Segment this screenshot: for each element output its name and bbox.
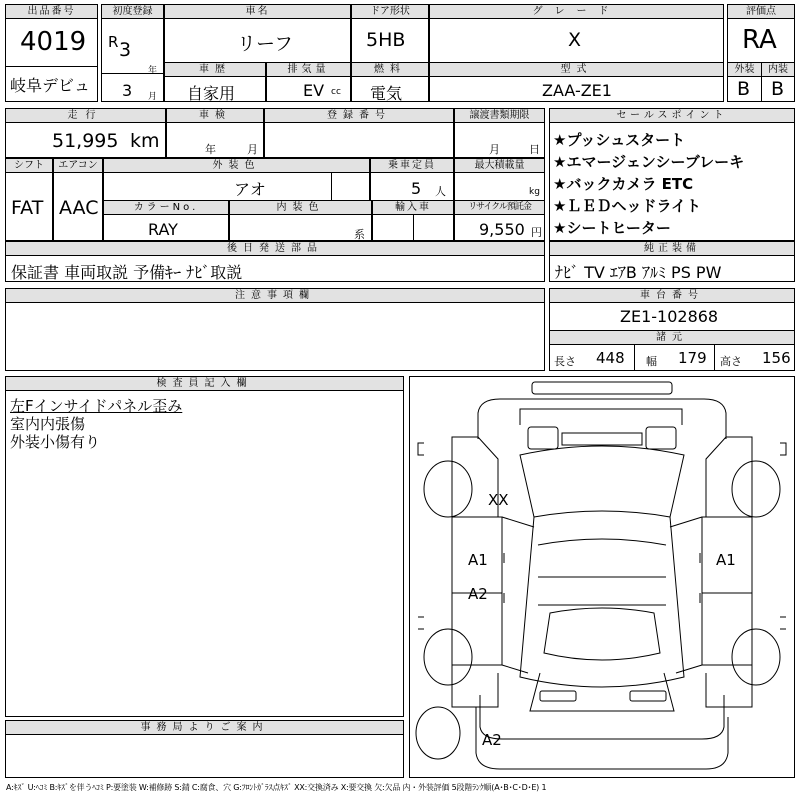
grade-header: グレード	[430, 5, 723, 19]
lot-number: 4019	[20, 27, 87, 57]
height: 156	[762, 349, 791, 367]
model-box	[429, 62, 724, 102]
displacement-box	[266, 62, 351, 102]
car-name: リーフ	[237, 33, 294, 55]
score-header: 評価点	[728, 5, 794, 19]
mileage: 51,995	[52, 130, 119, 152]
genuine-equipment-box	[549, 241, 795, 282]
inspection-year-unit: 年	[205, 143, 216, 156]
yen-unit: 円	[531, 226, 542, 239]
rear-bumper-lower	[476, 707, 728, 769]
exterior-color-header: 外装色	[104, 159, 369, 173]
displacement: EV	[303, 81, 325, 100]
sales-point-item: ★シートヒーター	[553, 219, 671, 237]
transfer-month-unit: 月	[489, 143, 500, 156]
later-parts-box	[5, 241, 545, 282]
color-number-header: カラーNo.	[104, 201, 228, 215]
damage-mark-a2-rear: A2	[482, 731, 502, 749]
genuine-equipment-header: 純正装備	[550, 242, 794, 256]
sales-point-item: ★ＬＥＤヘッドライト	[553, 197, 701, 215]
import-box	[372, 200, 454, 241]
exterior-header: 外装	[728, 63, 761, 77]
aircon-box	[53, 158, 103, 241]
chassis-header: 車台番号	[550, 289, 794, 303]
damage-legend: A:ｷｽﾞ U:ﾍｺﾐ B:ｷｽﾞを伴うﾍｺﾐ P:要塗装 W:補修跡 S:錆 C:腐食、穴 G:ﾌﾛﾝﾄｶﾞﾗｽ点ｷｽﾞ XX:交換済み X:要交換 欠:欠品 内・外装評価 5段階ﾗﾝｸ順(A･B･C･D･E) 1	[6, 783, 547, 792]
reg-number-header: 登録番号	[265, 109, 453, 123]
max-load-header: 最大積載量	[455, 159, 544, 173]
interior-color-box	[229, 200, 372, 241]
recycle-header: リサイクル預託金	[455, 201, 544, 215]
inspector-box	[5, 376, 404, 717]
width-label: 幅	[646, 355, 657, 368]
sales-points-box	[549, 108, 795, 241]
registration-year: 3	[119, 39, 132, 61]
notes-box	[5, 288, 545, 371]
damage-mark-a1-right: A1	[716, 551, 736, 569]
import-header: 輸入車	[373, 201, 453, 215]
rear-bumper	[540, 691, 576, 701]
color-series-unit: 系	[354, 228, 365, 241]
length-label: 長さ	[554, 355, 576, 368]
max-load-box	[454, 158, 545, 201]
year-unit: 年	[148, 66, 158, 76]
office-notice-header: 事務局よりご案内	[6, 721, 403, 735]
color-number-box	[103, 200, 229, 241]
inspector-note: 左Fインサイドパネル歪み	[10, 397, 183, 415]
exterior-color-box	[103, 158, 370, 201]
inspector-note: 室内内張傷	[10, 415, 86, 433]
seating-capacity: 5	[411, 179, 422, 198]
notes-header: 注意事項欄	[6, 289, 544, 303]
shift-box	[5, 158, 53, 241]
height-label: 高さ	[720, 355, 742, 368]
lot-number-box	[5, 4, 98, 67]
damage-mark-a2-left: A2	[468, 585, 488, 603]
km-unit: km	[130, 130, 160, 152]
interior-score: B	[771, 78, 785, 100]
chassis-box	[549, 288, 795, 371]
sales-point-item: ★プッシュスタート	[553, 131, 686, 149]
door-type: 5HB	[366, 29, 406, 51]
person-unit: 人	[435, 185, 446, 198]
interior-color-header: 内装色	[230, 201, 371, 215]
interior-score-box	[761, 62, 795, 102]
first-registration-box	[101, 4, 164, 102]
score-box	[727, 4, 795, 63]
shift-header: シフト	[6, 159, 52, 173]
damage-mark-xx: XX	[488, 491, 509, 509]
color-number: RAY	[148, 220, 178, 239]
reg-number-box	[264, 108, 454, 158]
grade: X	[568, 29, 582, 51]
front-right-wheel	[732, 461, 780, 517]
model-header: 型式	[430, 63, 723, 77]
exterior-color: アオ	[234, 180, 266, 199]
fuel-box	[351, 62, 429, 102]
exterior-score: B	[737, 78, 751, 100]
inspector-header: 検査員記入欄	[6, 377, 403, 391]
capacity-box	[370, 158, 454, 201]
history-header: 車歴	[165, 63, 265, 77]
dimensions-header: 諸元	[550, 330, 794, 345]
recycle-deposit: 9,550	[479, 220, 525, 239]
exterior-score-box	[727, 62, 762, 102]
later-parts-header: 後日発送部品	[6, 242, 544, 256]
door-type-header: ドア形状	[352, 5, 428, 19]
damage-mark-a1-left: A1	[468, 551, 488, 569]
mileage-header: 走行	[6, 109, 165, 123]
car-damage-diagram	[409, 376, 795, 778]
rear-window	[544, 608, 660, 660]
later-parts: 保証書 車両取説 予備ｷｰ ﾅﾋﾞ取説	[11, 263, 243, 282]
recycle-box	[454, 200, 545, 241]
capacity-header: 乗車定員	[371, 159, 453, 173]
inspection-box	[166, 108, 264, 158]
lot-number-header: 出品番号	[6, 5, 97, 19]
aircon-header: エアコン	[54, 159, 102, 173]
front-left-wheel	[424, 461, 472, 517]
era-letter: R	[108, 33, 119, 51]
venue-name: 岐阜デビュ	[10, 76, 91, 95]
fuel-header: 燃料	[352, 63, 428, 77]
inspection-header: 車検	[167, 109, 263, 123]
rear-right-wheel	[732, 629, 780, 685]
office-notice-box	[5, 720, 404, 778]
shift-type: FAT	[11, 197, 44, 219]
inspection-month-unit: 月	[247, 143, 258, 156]
left-rear-door	[452, 593, 502, 665]
sales-point-item: ★エマージェンシーブレーキ	[553, 153, 745, 171]
car-name-header: 車名	[165, 5, 350, 19]
front-bumper	[532, 382, 672, 394]
registration-month: 3	[122, 81, 133, 100]
overall-score: RA	[742, 25, 777, 55]
aircon-type: AAC	[59, 197, 99, 219]
transfer-day-unit: 日	[529, 143, 540, 156]
inspector-note: 外装小傷有り	[10, 433, 101, 451]
displacement-header: 排気量	[267, 63, 350, 77]
transfer-deadline-header: 譲渡書類期限	[455, 109, 544, 123]
kg-unit: kg	[529, 187, 540, 197]
length: 448	[596, 349, 625, 367]
grade-box	[429, 4, 724, 63]
genuine-equipment: ﾅﾋﾞ TV ｴｱB ｱﾙﾐ PS PW	[555, 263, 722, 282]
car-name-box	[164, 4, 351, 63]
transfer-deadline-box	[454, 108, 545, 158]
rear-outline	[480, 695, 724, 739]
right-fender	[706, 437, 752, 517]
first-registration-header: 初度登録	[102, 5, 163, 19]
sales-point-item: ★バックカメラ ETC	[553, 175, 694, 193]
fuel-type: 電気	[370, 84, 403, 103]
history-box	[164, 62, 266, 102]
interior-header: 内装	[762, 63, 794, 77]
vehicle-history: 自家用	[187, 84, 236, 103]
chassis-number: ZE1-102868	[620, 307, 719, 326]
mileage-box	[5, 108, 166, 158]
rear-left-wheel	[424, 629, 472, 685]
month-unit: 月	[148, 92, 158, 102]
car-outline-diagram	[410, 377, 794, 777]
sales-points-header: セールスポイント	[550, 109, 794, 123]
model-code: ZAA-ZE1	[542, 81, 612, 100]
door-type-box	[351, 4, 429, 63]
right-rear-door	[702, 593, 752, 665]
windshield	[520, 446, 684, 517]
width: 179	[678, 349, 707, 367]
cc-unit: cc	[331, 87, 341, 97]
venue-box	[5, 66, 98, 102]
spare-wheel	[416, 707, 460, 759]
